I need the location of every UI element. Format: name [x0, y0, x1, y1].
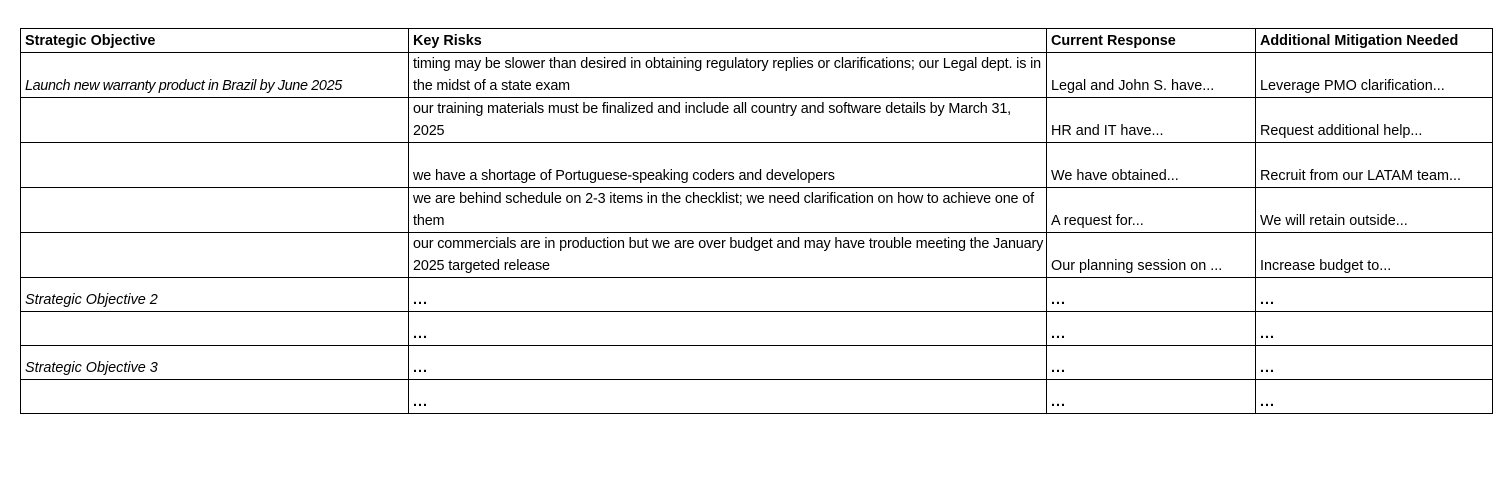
- mitigation-cell[interactable]: Increase budget to...: [1256, 233, 1493, 278]
- objective-cell[interactable]: [21, 380, 409, 414]
- mitigation-cell[interactable]: Recruit from our LATAM team...: [1256, 143, 1493, 188]
- response-cell[interactable]: Legal and John S. have...: [1047, 53, 1256, 98]
- response-cell[interactable]: ...: [1047, 312, 1256, 346]
- response-cell[interactable]: ...: [1047, 380, 1256, 414]
- objective-cell[interactable]: Strategic Objective 2: [21, 278, 409, 312]
- table-row: [21, 143, 1493, 188]
- response-cell[interactable]: ...: [1047, 346, 1256, 380]
- mitigation-cell[interactable]: Leverage PMO clarification...: [1256, 53, 1493, 98]
- mitigation-cell[interactable]: Request additional help...: [1256, 98, 1493, 143]
- table-row: [21, 312, 1493, 346]
- risk-cell[interactable]: we are behind schedule on 2-3 items in the checklist; we need clarification on how to achieve one of them: [409, 188, 1047, 233]
- header-key-risks[interactable]: Key Risks: [409, 29, 1047, 53]
- table-row: [21, 278, 1493, 312]
- header-strategic-objective[interactable]: Strategic Objective: [21, 29, 409, 53]
- header-additional-mitigation[interactable]: Additional Mitigation Needed: [1256, 29, 1493, 53]
- objective-cell[interactable]: [21, 143, 409, 188]
- table-row: [21, 380, 1493, 414]
- objective-cell[interactable]: Strategic Objective 3: [21, 346, 409, 380]
- table-row: [21, 53, 1493, 98]
- risk-cell[interactable]: we have a shortage of Portuguese-speaking coders and developers: [409, 143, 1047, 188]
- risk-cell[interactable]: our training materials must be finalized and include all country and software details by March 31, 2025: [409, 98, 1047, 143]
- mitigation-cell[interactable]: We will retain outside...: [1256, 188, 1493, 233]
- objective-cell[interactable]: [21, 98, 409, 143]
- header-row: [21, 29, 1493, 53]
- risk-mitigation-table: [20, 28, 1493, 414]
- mitigation-cell[interactable]: ...: [1256, 346, 1493, 380]
- risk-cell[interactable]: ...: [409, 380, 1047, 414]
- objective-cell[interactable]: [21, 312, 409, 346]
- mitigation-cell[interactable]: ...: [1256, 278, 1493, 312]
- header-current-response[interactable]: Current Response: [1047, 29, 1256, 53]
- risk-cell[interactable]: timing may be slower than desired in obtaining regulatory replies or clarifications; our Legal dept. is in the midst of a state exam: [409, 53, 1047, 98]
- table-row: [21, 98, 1493, 143]
- table-row: [21, 188, 1493, 233]
- response-cell[interactable]: ...: [1047, 278, 1256, 312]
- risk-cell[interactable]: our commercials are in production but we are over budget and may have trouble meeting the January 2025 targeted release: [409, 233, 1047, 278]
- table-row: [21, 233, 1493, 278]
- objective-cell[interactable]: [21, 233, 409, 278]
- mitigation-cell[interactable]: ...: [1256, 312, 1493, 346]
- table-row: [21, 346, 1493, 380]
- objective-cell[interactable]: Launch new warranty product in Brazil by June 2025: [21, 53, 409, 98]
- objective-cell[interactable]: [21, 188, 409, 233]
- mitigation-cell[interactable]: ...: [1256, 380, 1493, 414]
- risk-cell[interactable]: ...: [409, 278, 1047, 312]
- response-cell[interactable]: We have obtained...: [1047, 143, 1256, 188]
- response-cell[interactable]: HR and IT have...: [1047, 98, 1256, 143]
- response-cell[interactable]: A request for...: [1047, 188, 1256, 233]
- risk-cell[interactable]: ...: [409, 312, 1047, 346]
- response-cell[interactable]: Our planning session on ...: [1047, 233, 1256, 278]
- risk-cell[interactable]: ...: [409, 346, 1047, 380]
